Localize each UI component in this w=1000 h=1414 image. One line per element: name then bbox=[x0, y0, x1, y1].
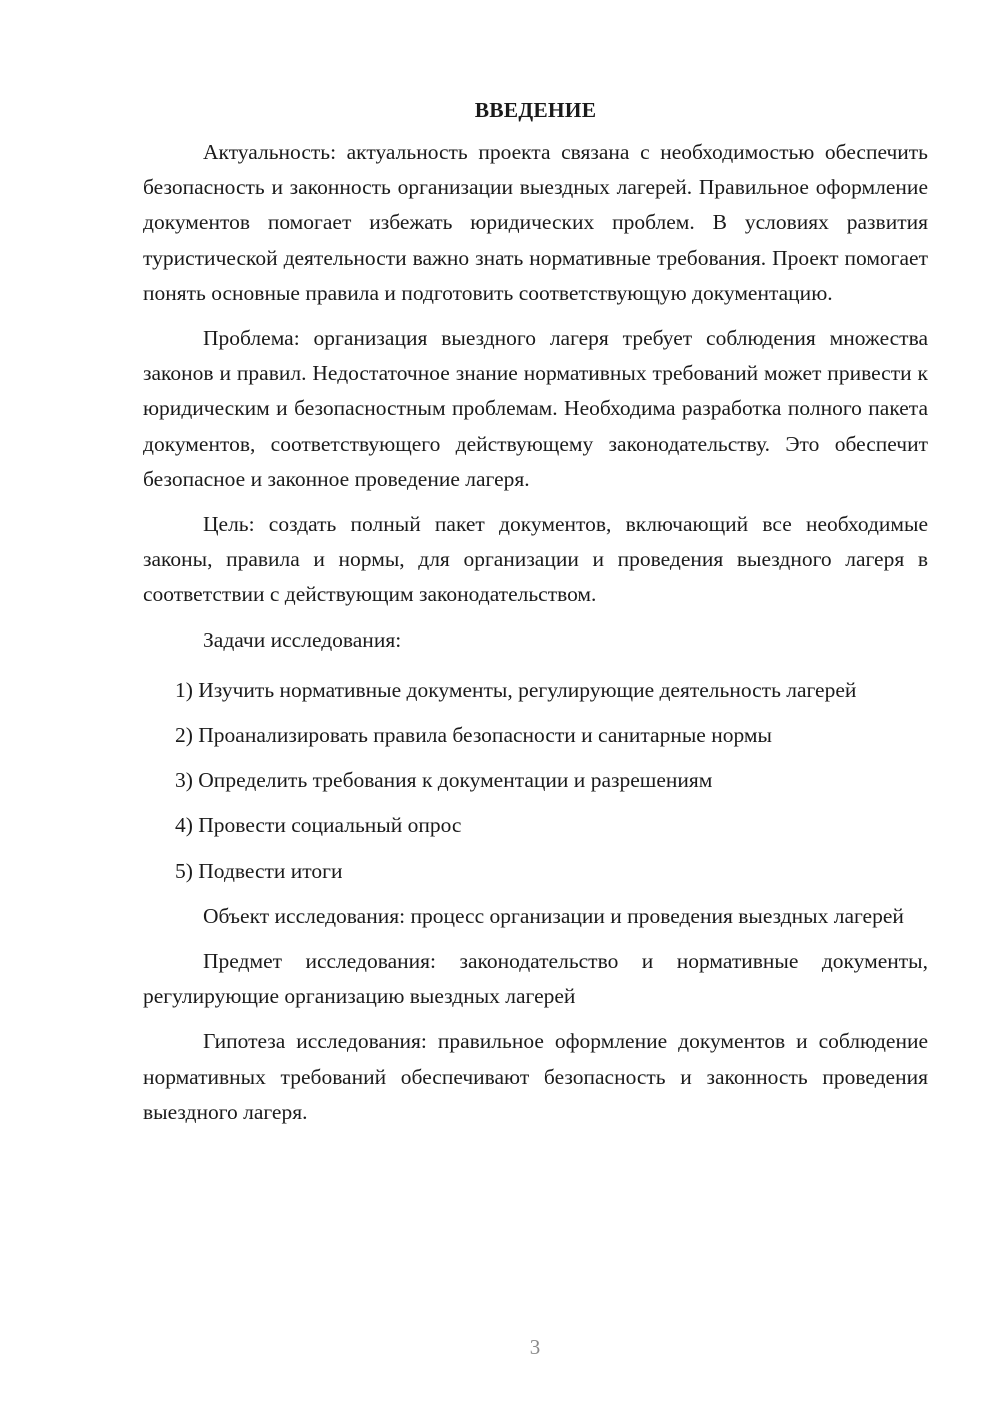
tasks-list bbox=[143, 673, 928, 889]
page-content bbox=[143, 94, 928, 1140]
list-item: 2) Проанализировать правила безопасности и санитарные нормы bbox=[175, 723, 772, 748]
paragraph-problem: Проблема: организация выездного лагеря требует соблюдения множества законов и правил. Недостаточное знание нормативных требований может привести к юридическим и безопасностным проблемам. Необходима разработка полного пакета документов, соответствующего действующему законодательству. Это обеспечит безопасное и законное проведение лагеря. bbox=[143, 326, 928, 491]
list-item: 1) Изучить нормативные документы, регулирующие деятельность лагерей bbox=[175, 677, 857, 702]
paragraph-subject: Предмет исследования: законодательство и нормативные документы, регулирующие организацию выездных лагерей bbox=[143, 949, 928, 1009]
tasks-heading: Задачи исследования: bbox=[203, 627, 402, 652]
page-title: ВВЕДЕНИЕ bbox=[474, 98, 597, 122]
paragraph-goal: Цель: создать полный пакет документов, включающий все необходимые законы, правила и нормы, для организации и проведения выездного лагеря в соответствии с действующим законодательством. bbox=[143, 512, 928, 607]
paragraph-object: Объект исследования: процесс организации и проведения выездных лагерей bbox=[203, 903, 904, 928]
paragraph-hypothesis: Гипотеза исследования: правильное оформление документов и соблюдение нормативных требований обеспечивают безопасность и законность проведения выездного лагеря. bbox=[143, 1029, 928, 1124]
list-item: 5) Подвести итоги bbox=[175, 858, 343, 883]
list-item: 4) Провести социальный опрос bbox=[175, 813, 462, 838]
paragraph-relevance: Актуальность: актуальность проекта связана с необходимостью обеспечить безопасность и законность организации выездных лагерей. Правильное оформление документов помогает избежать юридических проблем. В условиях развития туристической деятельности важно знать нормативные требования. Проект помогает понять основные правила и подготовить соответствующую документацию. bbox=[143, 140, 928, 305]
page-number: 3 bbox=[529, 1335, 541, 1359]
list-item: 3) Определить требования к документации и разрешениям bbox=[175, 768, 713, 793]
